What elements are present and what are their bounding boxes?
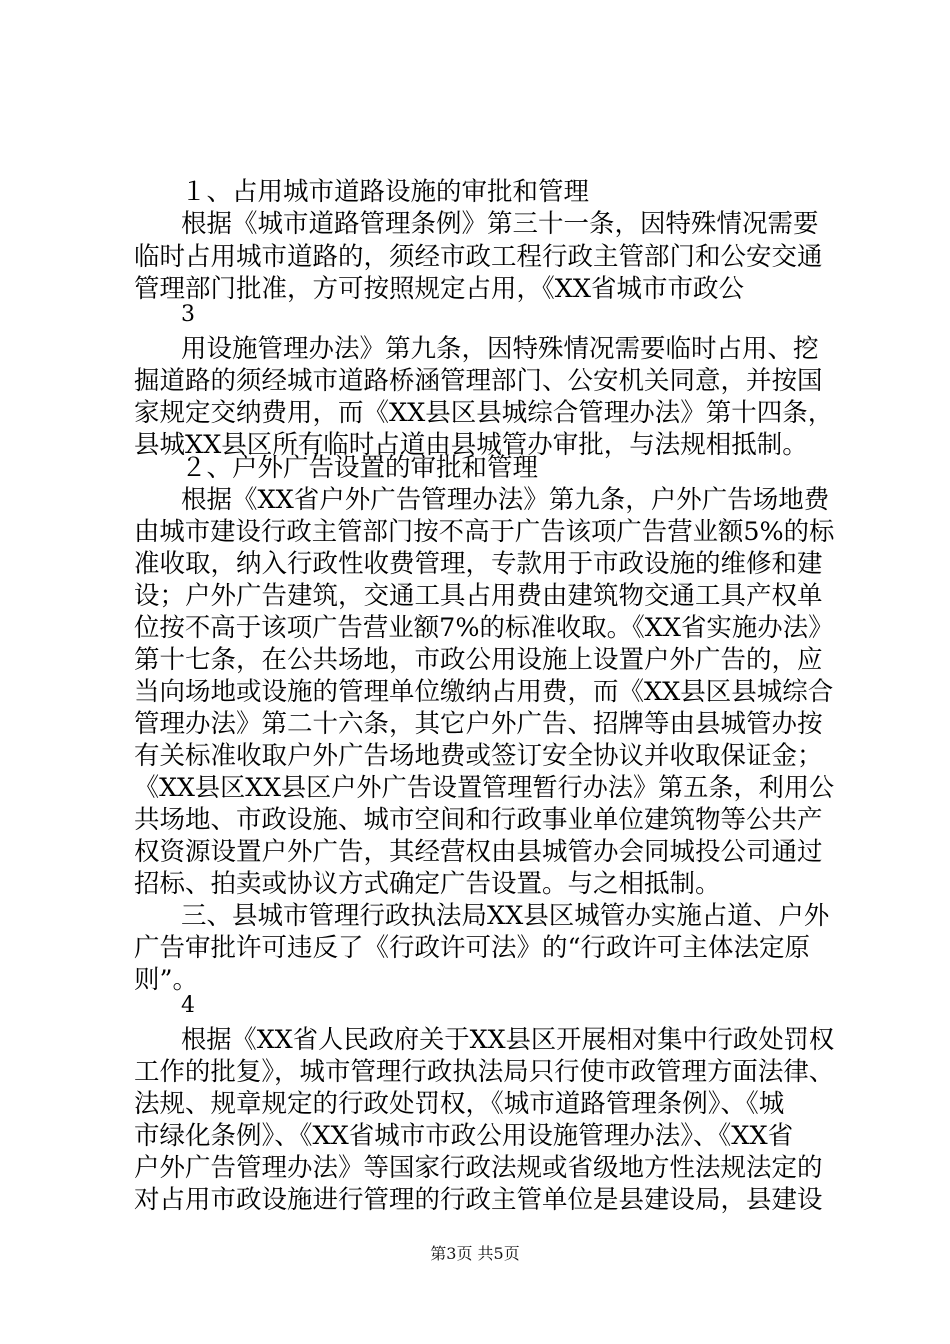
section-heading: ２、户外广告设置的审批和管理 — [181, 453, 539, 483]
paragraph-line: 准收取，纳入行政性收费管理，专款用于市政设施的维修和建 — [134, 549, 823, 579]
paragraph-line: 掘道路的须经城市道路桥涵管理部门、公安机关同意，并按国 — [134, 366, 823, 396]
paragraph-line: 根据《城市道路管理条例》第三十一条，因特殊情况需要 — [181, 209, 819, 239]
paragraph-line: 管理办法》第二十六条，其它户外广告、招牌等由县城管办按 — [134, 709, 823, 739]
page-number-marker: 4 — [181, 993, 195, 1018]
paragraph-line: 户外广告管理办法》等国家行政法规或省级地方性法规法定的 — [134, 1153, 823, 1183]
paragraph-line: 县城XX县区所有临时占道由县城管办审批，与法规相抵制。 — [134, 430, 808, 460]
paragraph-line: 法规、规章规定的行政处罚权，《城市道路管理条例》、《城 — [134, 1089, 785, 1119]
page-footer: 第3页 共5页 — [430, 1244, 520, 1263]
paragraph-line: 第十七条，在公共场地，市政公用设施上设置户外广告的，应 — [134, 645, 823, 675]
paragraph-line: 《XX县区XX县区户外广告设置管理暂行办法》第五条，利用公 — [134, 773, 835, 803]
paragraph-line: 权资源设置户外广告，其经营权由县城管办会同城投公司通过 — [134, 837, 823, 867]
paragraph-line: 根据《XX省户外广告管理办法》第九条，户外广告场地费 — [181, 485, 830, 515]
paragraph-line: 广告审批许可违反了《行政许可法》的“行政许可主体法定原 — [134, 933, 811, 963]
paragraph-line: 家规定交纳费用，而《XX县区县城综合管理办法》第十四条， — [134, 398, 834, 428]
paragraph-line: 根据《XX省人民政府关于XX县区开展相对集中行政处罚权 — [181, 1025, 835, 1055]
paragraph-line: 三、县城市管理行政执法局XX县区城管办实施占道、户外 — [181, 901, 830, 931]
paragraph-line: 临时占用城市道路的，须经市政工程行政主管部门和公安交通 — [134, 242, 823, 272]
paragraph-line: 招标、拍卖或协议方式确定广告设置。与之相抵制。 — [134, 869, 721, 899]
paragraph-line: 管理部门批准，方可按照规定占用，《XX省城市市政公 — [134, 274, 745, 304]
paragraph-line: 位按不高于该项广告营业额7%的标准收取。《XX省实施办法》 — [134, 613, 834, 643]
section-heading: １、占用城市道路设施的审批和管理 — [181, 177, 590, 207]
paragraph-line: 设；户外广告建筑，交通工具占用费由建筑物交通工具产权单 — [134, 581, 823, 611]
paragraph-line: 由城市建设行政主管部门按不高于广告该项广告营业额5%的标 — [134, 517, 835, 547]
paragraph-line: 则”。 — [134, 965, 199, 995]
paragraph-line: 对占用市政设施进行管理的行政主管单位是县建设局，县建设 — [134, 1185, 823, 1215]
page-number-marker: 3 — [181, 302, 195, 327]
paragraph-line: 共场地、市政设施、城市空间和行政事业单位建筑物等公共产 — [134, 805, 823, 835]
paragraph-line: 有关标准收取户外广告场地费或签订安全协议并收取保证金； — [134, 741, 823, 771]
paragraph-line: 当向场地或设施的管理单位缴纳占用费，而《XX县区县城综合 — [134, 677, 834, 707]
paragraph-line: 市绿化条例》、《XX省城市市政公用设施管理办法》、《XX省 — [134, 1121, 794, 1151]
paragraph-line: 工作的批复》，城市管理行政执法局只行使市政管理方面法律、 — [134, 1057, 835, 1087]
paragraph-line: 用设施管理办法》第九条，因特殊情况需要临时占用、挖 — [181, 334, 819, 364]
